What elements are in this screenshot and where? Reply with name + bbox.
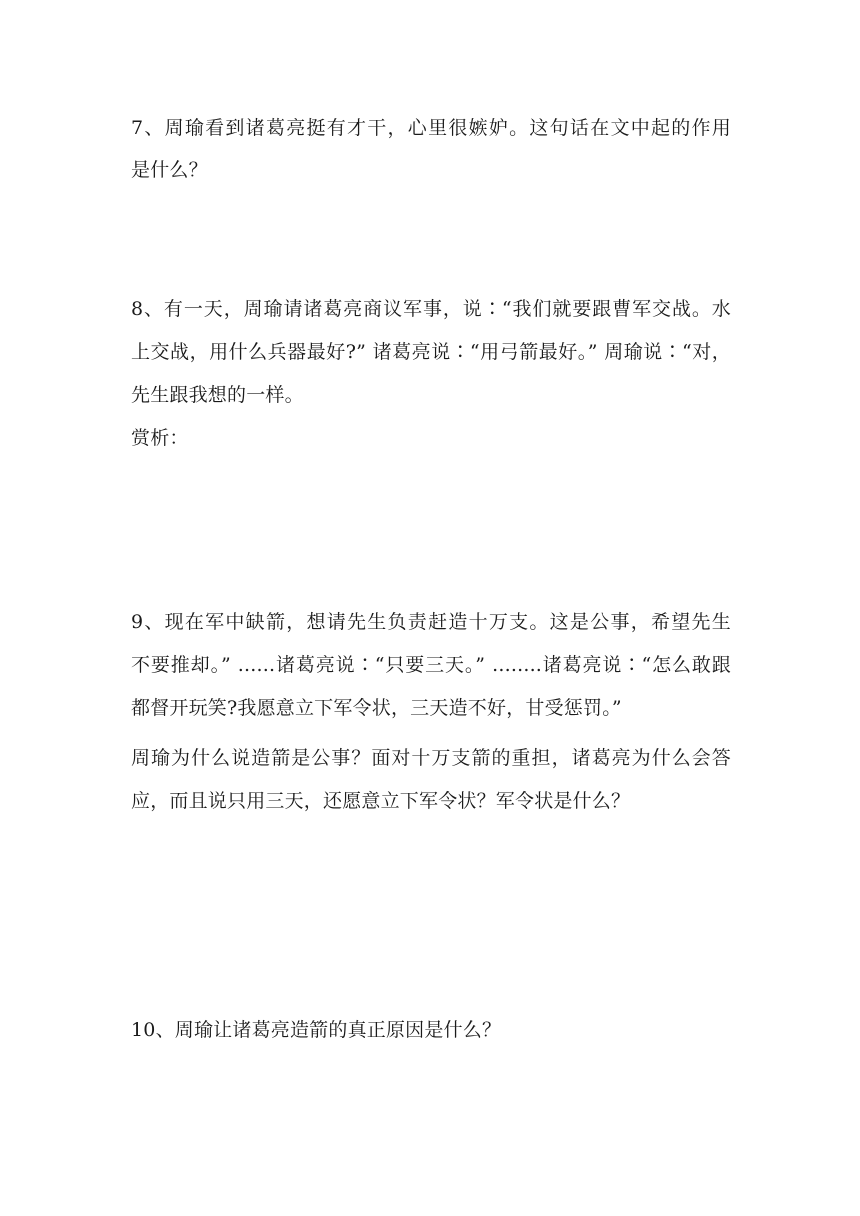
question-9-line-2: 不要推却。” ......诸葛亮说∶“只要三天。” ........诸葛亮说∶“怎么敢跟 — [131, 654, 731, 676]
question-8-line-1: 8、有一天，周瑜请诸葛亮商议军事，说∶“我们就要跟曹军交战。水 — [131, 298, 731, 320]
question-10-line-1: 10、周瑜让诸葛亮造箭的真正原因是什么？ — [131, 1019, 502, 1041]
question-7-line-2: 是什么？ — [131, 159, 208, 181]
question-8-answer-label: 赏析： — [131, 427, 189, 449]
question-9-line-1: 9、现在军中缺箭，想请先生负责赶造十万支。这是公事，希望先生 — [131, 611, 731, 633]
question-9-line-4: 周瑜为什么说造箭是公事？面对十万支箭的重担，诸葛亮为什么会答 — [131, 747, 731, 769]
question-7-line-1: 7、周瑜看到诸葛亮挺有才干，心里很嫉妒。这句话在文中起的作用 — [131, 117, 731, 139]
question-8-line-3: 先生跟我想的一样。 — [131, 384, 304, 406]
question-9-line-3: 都督开玩笑?我愿意立下军令状，三天造不好，甘受惩罚。” — [131, 697, 622, 719]
question-9-line-5: 应，而且说只用三天，还愿意立下军令状？军令状是什么？ — [131, 790, 631, 812]
question-8-line-2: 上交战，用什么兵器最好?” 诸葛亮说∶“用弓箭最好。” 周瑜说∶“对， — [131, 341, 731, 363]
